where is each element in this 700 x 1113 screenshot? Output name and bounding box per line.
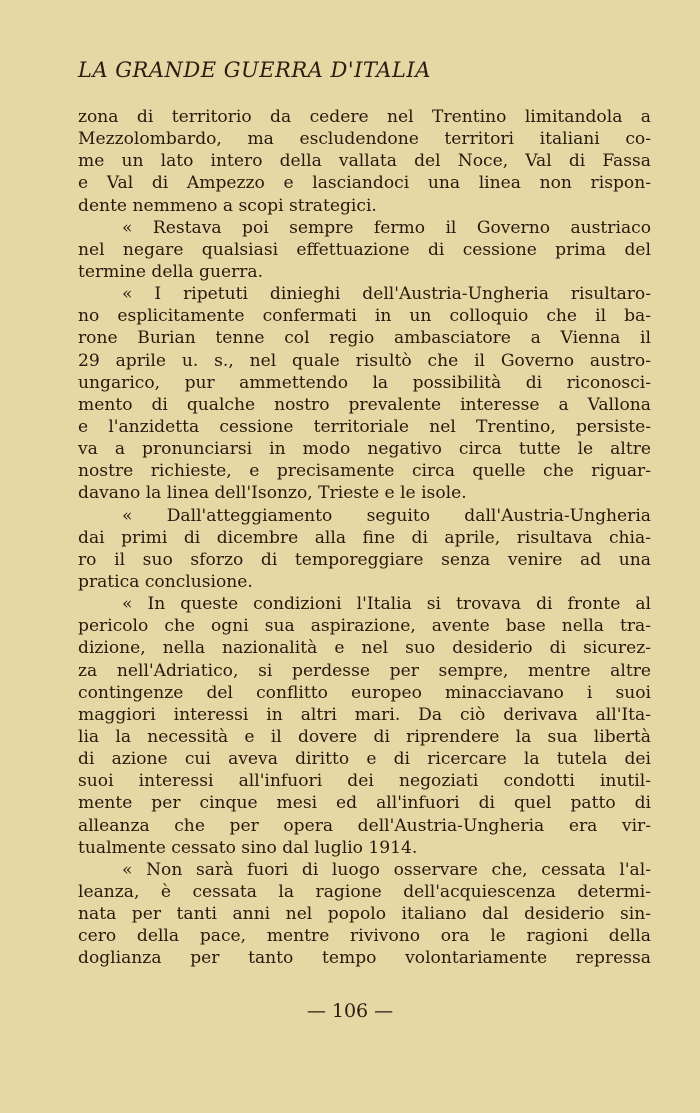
text-line: di azione cui aveva diritto e di ricercare la tutela dei <box>78 749 651 770</box>
text-line: 29 aprile u. s., nel quale risultò che il Governo austro- <box>78 350 651 371</box>
text-line: Mezzolombardo, ma escludendone territori italiani co- <box>78 129 651 150</box>
text-line: alleanza che per opera dell'Austria-Ungheria era vir- <box>78 815 651 836</box>
text-line: nostre richieste, e precisamente circa quelle che riguar- <box>78 461 651 482</box>
text-line: no esplicitamente confermati in un colloquio che il ba- <box>78 306 651 327</box>
text-line: cero della pace, mentre rivivono ora le ragioni della <box>78 926 651 947</box>
text-line: nel negare qualsiasi effettuazione di cessione prima del <box>78 239 651 260</box>
text-line: mente per cinque mesi ed all'infuori di quel patto di <box>78 793 651 814</box>
text-line: dizione, nella nazionalità e nel suo desiderio di sicurez- <box>78 638 651 659</box>
text-line: dente nemmeno a scopi strategici. <box>78 195 377 216</box>
text-line: zona di territorio da cedere nel Trentino limitandola a <box>78 107 651 127</box>
text-line: nata per tanti anni nel popolo italiano dal desiderio sin- <box>78 904 651 925</box>
text-line: leanza, è cessata la ragione dell'acquiescenza determi- <box>78 881 651 902</box>
text-line: contingenze del conflitto europeo minacciavano i suoi <box>78 682 651 703</box>
page-number: — 106 — <box>306 1000 394 1022</box>
text-line: davano la linea dell'Isonzo, Trieste e le isole. <box>78 483 467 504</box>
body-text <box>78 106 651 969</box>
running-title: LA GRANDE GUERRA D'ITALIA <box>78 58 431 82</box>
text-line: pericolo che ogni sua aspirazione, avente base nella tra- <box>78 616 651 637</box>
text-line: e l'anzidetta cessione territoriale nel Trentino, persiste- <box>78 416 651 437</box>
text-line: rone Burian tenne col regio ambasciatore a Vienna il <box>78 328 651 349</box>
text-line: e Val di Ampezzo e lasciandoci una linea non rispon- <box>78 173 651 194</box>
paragraph-start-line: « Non sarà fuori di luogo osservare che, cessata l'al- <box>122 859 651 880</box>
text-line: mento di qualche nostro prevalente interesse a Vallona <box>78 394 651 415</box>
text-line: doglianza per tanto tempo volontariamente repressa <box>78 948 651 969</box>
paragraph-start-line: « I ripetuti dinieghi dell'Austria-Ungheria risultaro- <box>122 284 651 305</box>
text-line: lia la necessità e il dovere di riprendere la sua libertà <box>78 726 651 747</box>
text-line: maggiori interessi in altri mari. Da ciò derivava all'Ita- <box>78 704 651 725</box>
text-line: me un lato intero della vallata del Noce, Val di Fassa <box>78 151 651 172</box>
text-line: suoi interessi all'infuori dei negoziati condotti inutil- <box>78 771 651 792</box>
paragraph-start-line: « Restava poi sempre fermo il Governo austriaco <box>122 217 651 238</box>
text-line: termine della guerra. <box>78 261 264 282</box>
text-line: ro il suo sforzo di temporeggiare senza venire ad una <box>78 549 651 570</box>
text-line: za nell'Adriatico, si perdesse per sempre, mentre altre <box>78 660 651 681</box>
text-line: dai primi di dicembre alla fine di aprile, risultava chia- <box>78 527 651 548</box>
text-line: ungarico, pur ammettendo la possibilità di riconosci- <box>78 372 651 393</box>
text-line: tualmente cessato sino dal luglio 1914. <box>78 837 418 858</box>
paragraph-start-line: « In queste condizioni l'Italia si trovava di fronte al <box>122 594 651 615</box>
text-line: va a pronunciarsi in modo negativo circa tutte le altre <box>78 439 651 460</box>
paragraph-start-line: « Dall'atteggiamento seguito dall'Austria-Ungheria <box>122 505 651 526</box>
text-line: pratica conclusione. <box>78 571 253 592</box>
